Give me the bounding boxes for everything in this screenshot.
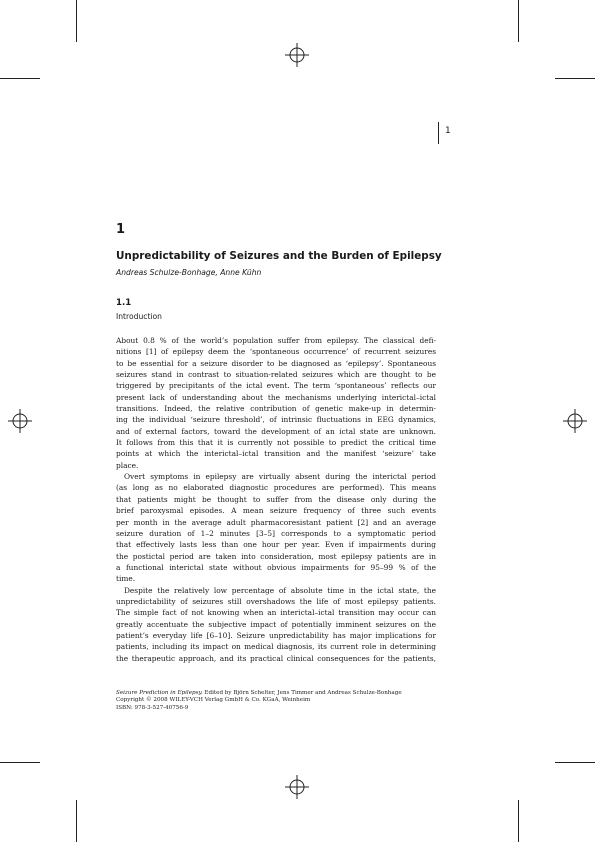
- body-line: patient’s everyday life [6–10]. Seizure unpredictability has major implications for: [116, 630, 436, 640]
- body-line: points at which the interictal–ictal transition and the manifest ‘seizure’ take: [116, 449, 436, 459]
- body-line: triggered by precipitants of the ictal event. The term ‘spontaneous’ reflects our: [116, 381, 436, 391]
- crop-mark-top-right-vertical: [518, 0, 519, 42]
- page-number-rule: [438, 122, 439, 144]
- body-line: time.: [116, 574, 136, 584]
- body-line: brief paroxysmal episodes. A mean seizure frequency of three such events: [116, 506, 436, 516]
- crop-mark-bottom-right-vertical: [518, 800, 519, 842]
- body-line: Despite the relatively low percentage of absolute time in the ictal state, the: [124, 585, 436, 595]
- chapter-number: 1: [116, 222, 126, 237]
- body-line: that effectively lasts less than one hour per year. Even if impairments during: [116, 540, 436, 550]
- footer-isbn: ISBN: 978-3-527-40756-9: [116, 704, 189, 711]
- body-line: The simple fact of not knowing when an interictal–ictal transition may occur can: [116, 608, 436, 618]
- body-line: It follows from this that it is currently not possible to predict the critical time: [116, 438, 436, 448]
- registration-mark-bottom-icon: [285, 775, 309, 799]
- body-line: seizure duration of 1–2 minutes [3–5] corresponds to a symptomatic period: [116, 528, 436, 538]
- body-line: the postictal period are taken into consideration, most epilepsy patients are in: [116, 551, 436, 561]
- body-line: present lack of understanding about the mechanisms underlying interictal–ictal: [116, 392, 436, 402]
- crop-mark-bottom-left-vertical: [76, 800, 77, 842]
- body-line: and of external factors, toward the development of an ictal state are unknown.: [116, 426, 436, 436]
- footer-book-title: Seizure Prediction in Epilepsy.: [116, 690, 203, 696]
- body-line: per month in the average adult pharmacoresistant patient [2] and an average: [116, 517, 436, 527]
- page-number: 1: [445, 126, 451, 136]
- body-line: unpredictability of seizures still overshadows the life of most epilepsy patients.: [116, 596, 436, 606]
- body-line: Overt symptoms in epilepsy are virtually absent during the interictal period: [124, 472, 436, 482]
- body-text: [116, 335, 436, 664]
- body-line: a functional interictal state without obvious impairments for 95–99 % of the: [116, 562, 436, 572]
- chapter-authors: Andreas Schulze-Bonhage, Anne Kühn: [116, 268, 262, 277]
- body-line: place.: [116, 460, 139, 470]
- crop-mark-bottom-left-horizontal: [0, 762, 40, 763]
- body-line: About 0.8 % of the world’s population suffer from epilepsy. The classical defi-: [116, 336, 436, 345]
- registration-mark-right-icon: [563, 409, 587, 433]
- chapter-title: Unpredictability of Seizures and the Burden of Epilepsy: [116, 250, 442, 262]
- registration-mark-top-icon: [285, 43, 309, 67]
- crop-mark-top-left-horizontal: [0, 78, 40, 79]
- crop-mark-top-left-vertical: [76, 0, 77, 42]
- page-number-marker: [438, 122, 451, 144]
- body-line: that patients might be thought to suffer from the disease only during the: [116, 494, 436, 504]
- body-line: nitions [1] of epilepsy deem the ‘spontaneous occurrence’ of recurrent seizures: [116, 347, 436, 357]
- body-line: (as long as no elaborated diagnostic procedures are performed). This means: [116, 483, 436, 493]
- body-line: transitions. Indeed, the relative contribution of genetic make-up in determin-: [116, 404, 436, 414]
- publication-footer: [116, 690, 446, 712]
- section-number: 1.1: [116, 298, 132, 308]
- body-line: the therapeutic approach, and its practical clinical consequences for the patients,: [116, 653, 436, 663]
- crop-mark-bottom-right-horizontal: [555, 762, 595, 763]
- body-line: patients, including its impact on medical diagnosis, its current role in determining: [116, 642, 436, 652]
- registration-mark-left-icon: [8, 409, 32, 433]
- section-title: Introduction: [116, 312, 162, 321]
- footer-copyright: Copyright © 2008 WILEY-VCH Verlag GmbH & Co. KGaA, Weinheim: [116, 697, 311, 704]
- body-line: seizures stand in contrast to situation-related seizures which are thought to be: [116, 370, 436, 380]
- crop-mark-top-right-horizontal: [555, 78, 595, 79]
- body-line: greatly accentuate the subjective impact of potentially imminent seizures on the: [116, 619, 436, 629]
- footer-editors: Edited by Björn Schelter, Jens Timmer and Andreas Schulze-Bonhage: [202, 690, 402, 696]
- body-line: to be essential for a seizure disorder to be diagnosed as ‘epilepsy’. Spontaneous: [116, 358, 436, 368]
- body-line: ing the individual ‘seizure threshold’, of intrinsic fluctuations in EEG dynamics,: [116, 415, 436, 425]
